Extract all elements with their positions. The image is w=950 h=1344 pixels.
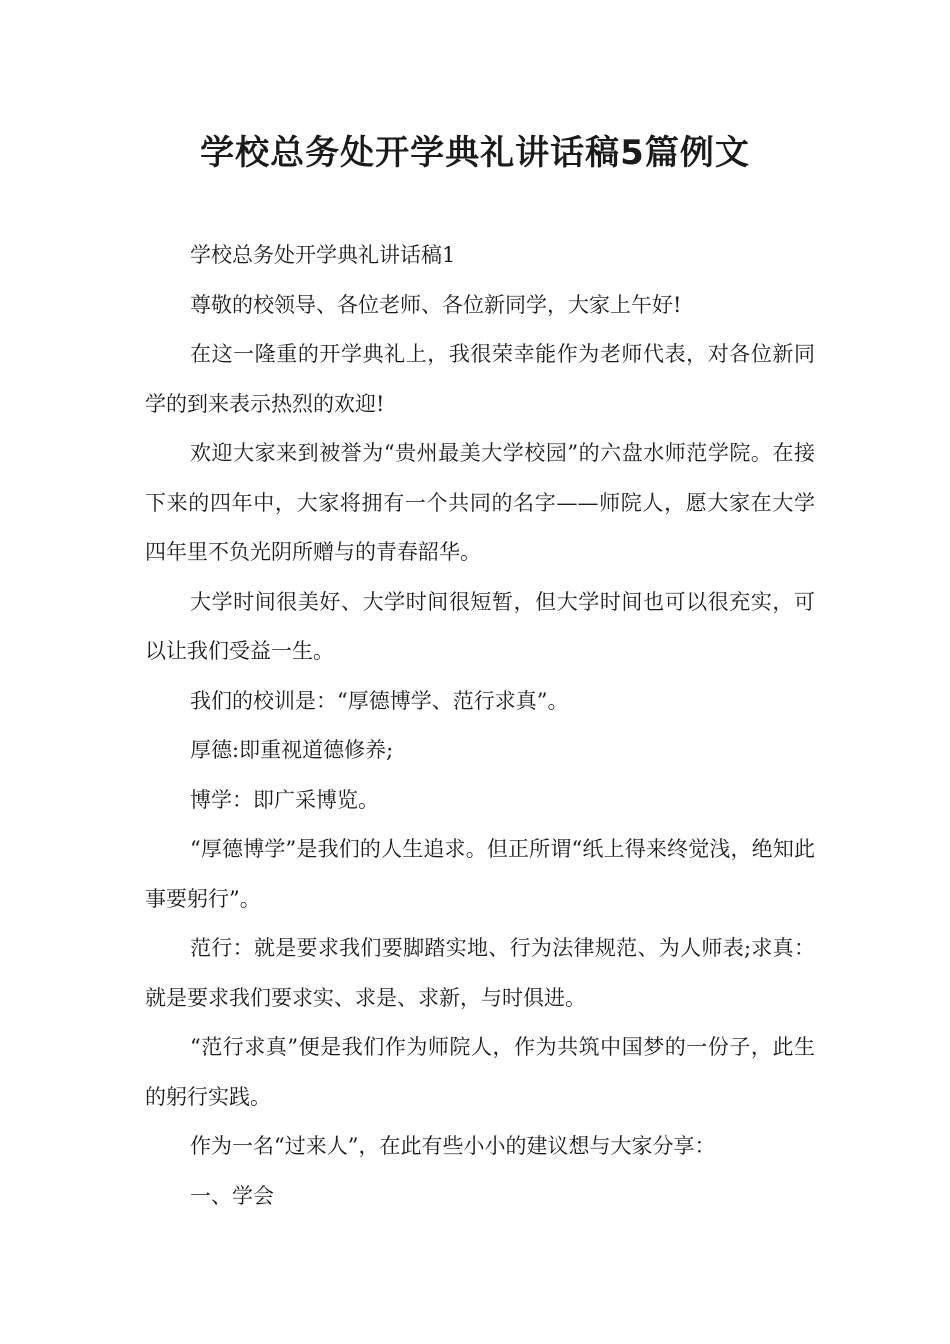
section-heading: 一、学会 bbox=[190, 1183, 274, 1208]
paragraph-motto: 我们的校训是：“厚德博学、范行求真”。 bbox=[190, 688, 569, 713]
paragraph: 范行：就是要求我们要脚踏实地、行为法律规范、为人师表;求真：就是要求我们要求实、求是、求新，与时俱进。 bbox=[145, 936, 815, 1010]
paragraph: 大学时间很美好、大学时间很短暂，但大学时间也可以很充实，可以让我们受益一生。 bbox=[145, 589, 815, 663]
paragraph: “范行求真”便是我们作为师院人，作为共筑中国梦的一份子，此生的躬行实践。 bbox=[145, 1035, 815, 1109]
paragraph-subtitle: 学校总务处开学典礼讲话稿1 bbox=[190, 243, 456, 267]
paragraph-greeting: 尊敬的校领导、各位老师、各位新同学，大家上午好! bbox=[190, 292, 682, 317]
paragraph: 欢迎大家来到被誉为“贵州最美大学校园”的六盘水师范学院。在接下来的四年中，大家将拥有一个共同的名字——师院人，愿大家在大学四年里不负光阴所赠与的青春韶华。 bbox=[145, 441, 815, 564]
paragraph: “厚德博学”是我们的人生追求。但正所谓“纸上得来终觉浅，绝知此事要躬行”。 bbox=[145, 837, 815, 911]
document-body bbox=[145, 231, 815, 1221]
paragraph: 厚德:即重视道德修养; bbox=[190, 738, 394, 762]
paragraph: 在这一隆重的开学典礼上，我很荣幸能作为老师代表，对各位新同学的到来表示热烈的欢迎! bbox=[145, 342, 815, 416]
paragraph: 作为一名“过来人”，在此有些小小的建议想与大家分享： bbox=[190, 1134, 716, 1158]
paragraph: 博学：即广采博览。 bbox=[190, 787, 379, 812]
document-title: 学校总务处开学典礼讲话稿5篇例文 bbox=[200, 133, 750, 173]
